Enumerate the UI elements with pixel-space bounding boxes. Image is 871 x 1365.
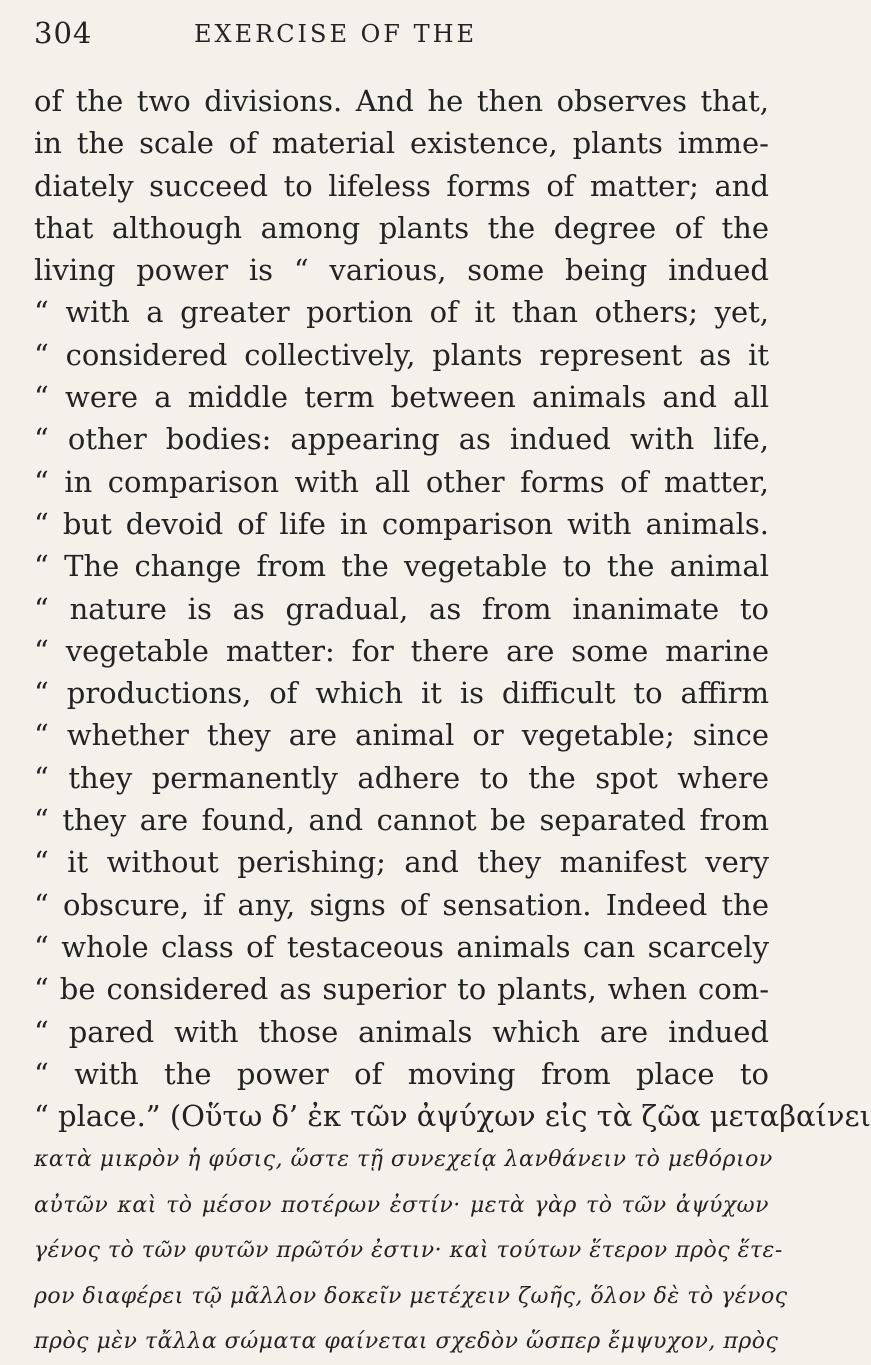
body-text xyxy=(34,80,871,1365)
text-line: “ whole class of testaceous animals can scarcely xyxy=(34,929,769,964)
text-line: that although among plants the degree of the xyxy=(34,210,769,245)
text-line: “ they are found, and cannot be separated from xyxy=(34,803,769,838)
text-line: diately succeed to lifeless forms of matter; and xyxy=(34,168,769,203)
text-line: “ but devoid of life in comparison with animals. xyxy=(34,506,769,541)
text-line: of the two divisions. And he then observes that, xyxy=(34,84,769,118)
text-line: “ it without perishing; and they manifest very xyxy=(34,845,769,880)
text-line: “ pared with those animals which are indued xyxy=(34,1014,769,1049)
running-head xyxy=(34,16,766,56)
page-number: 304 xyxy=(34,16,93,50)
greek-text-line: αὐτῶν καὶ τὸ μέσον ποτέρων ἐστίν· μετὰ γὰρ τὸ τῶν ἀψύχων xyxy=(34,1192,769,1218)
text-line: “ place.” (Οὕτω δ’ ἐκ τῶν ἀψύχων εἰς τὰ ζῶα μεταβαίνει xyxy=(34,1099,871,1134)
text-line: “ nature is as gradual, as from inanimate to xyxy=(34,591,769,626)
greek-text-line: γένος τὸ τῶν φυτῶν πρῶτόν ἐστιν· καὶ τούτων ἕτερον πρὸς ἕτε- xyxy=(34,1238,783,1264)
text-line: “ with a greater portion of it than others; yet, xyxy=(34,295,769,330)
text-line: “ were a middle term between animals and all xyxy=(34,380,769,415)
text-line: “ they permanently adhere to the spot where xyxy=(34,760,769,795)
text-line: “ in comparison with all other forms of matter, xyxy=(34,464,769,499)
text-line: “ with the power of moving from place to xyxy=(34,1056,769,1091)
text-line: “ obscure, if any, signs of sensation. Indeed the xyxy=(34,887,769,922)
text-line: “ be considered as superior to plants, when com- xyxy=(34,972,769,1007)
text-line: living power is “ various, some being indued xyxy=(34,253,769,288)
greek-text-line: κατὰ μικρὸν ἡ φύσις, ὥστε τῇ συνεχείᾳ λανθάνειν τὸ μεθόριον xyxy=(34,1147,773,1173)
text-line: “ other bodies: appearing as indued with life, xyxy=(34,422,769,457)
text-line: “ considered collectively, plants represent as it xyxy=(34,337,769,372)
text-line: in the scale of material existence, plants imme- xyxy=(34,126,769,161)
greek-text-line: πρὸς μὲν τἄλλα σώματα φαίνεται σχεδὸν ὥσπερ ἔμψυχον, πρὸς xyxy=(34,1329,779,1355)
text-line: “ vegetable matter: for there are some marine xyxy=(34,633,769,668)
text-line: “ productions, of which it is difficult to affirm xyxy=(34,676,769,711)
running-title: EXERCISE OF THE xyxy=(194,20,478,48)
text-line: “ The change from the vegetable to the animal xyxy=(34,549,769,584)
greek-text-line: ρον διαφέρει τῷ μᾶλλον δοκεῖν μετέχειν ζωῆς, ὅλον δὲ τὸ γένος xyxy=(34,1283,788,1309)
text-line: “ whether they are animal or vegetable; since xyxy=(34,718,769,753)
